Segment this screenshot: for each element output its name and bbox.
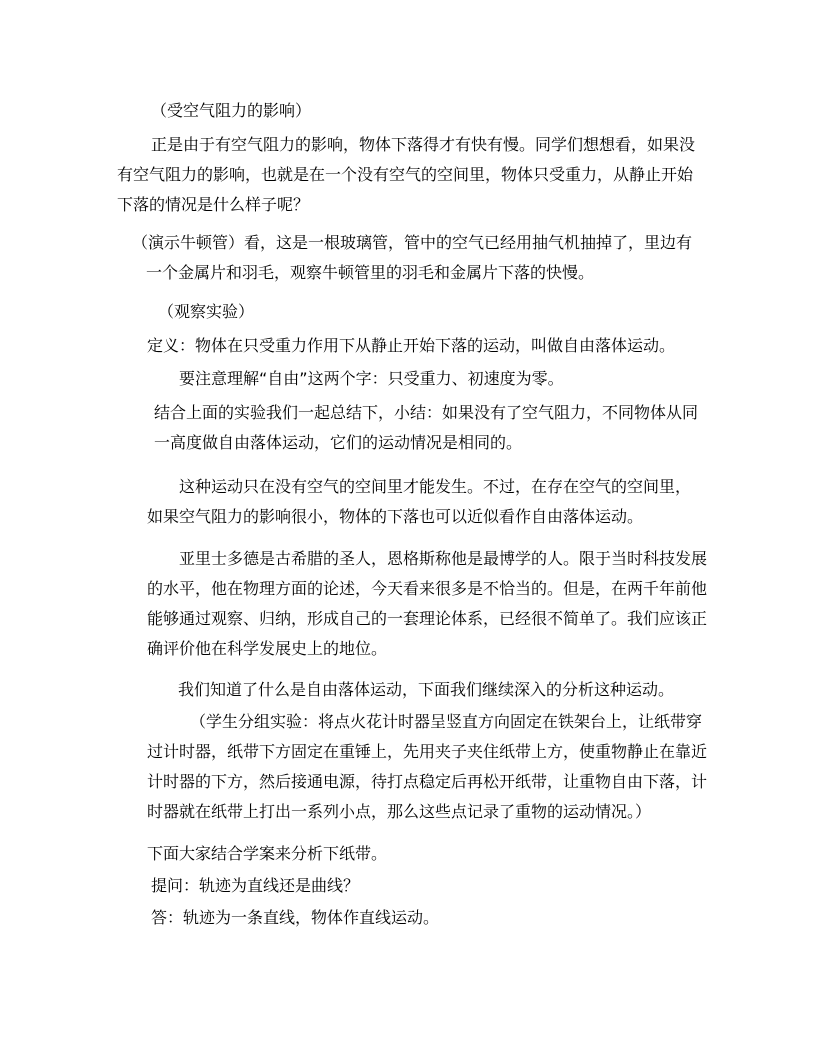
paragraph-answer: 答：轨迹为一条直线，物体作直线运动。 [151, 908, 440, 927]
paragraph-summary: 结合上面的实验我们一起总结下，小结：如果没有了空气阻力，不同物体从同一高度做自由落体运动，它们的运动情况是相同的。 [154, 403, 699, 452]
paragraph-newton-tube-demo: （演示牛顿管）看，这是一根玻璃管，管中的空气已经用抽气机抽掉了，里边有一个金属片和羽毛，观察牛顿管里的羽毛和金属片下落的快慢。 [132, 233, 693, 282]
paragraph-question: 提问：轨迹为直线还是曲线？ [151, 876, 360, 895]
paragraph-further-analysis: 我们知道了什么是自由落体运动，下面我们继续深入的分析这种运动。 [178, 680, 675, 699]
paragraph-air-resistance-question: 正是由于有空气阻力的影响，物体下落得才有快有慢。同学们想想看，如果没有空气阻力的影响，也就是在一个没有空气的空间里，物体只受重力，从静止开始下落的情况是什么样子呢？ [117, 135, 696, 214]
paragraph-approximation: 这种运动只在没有空气的空间里才能发生。不过，在存在空气的空间里，如果空气阻力的影响很小，物体的下落也可以近似看作自由落体运动。 [147, 477, 692, 526]
paragraph-observe-experiment: （观察实验） [158, 302, 255, 321]
paragraph-group-experiment: （学生分组实验：将点火花计时器呈竖直方向固定在铁架台上，让纸带穿过计时器，纸带下方固定在重锤上，先用夹子夹住纸带上方，使重物静止在靠近计时器的下方，然后接通电源，待打点稳定后再松开纸带，让重物自由下落，计时器就在纸带上打出一系列小点，那么这些点记录了重物的运动情况。） [147, 712, 708, 821]
paragraph-air-resistance-heading: （受空气阻力的影响） [151, 101, 312, 120]
paragraph-tape-analysis: 下面大家结合学案来分析下纸带。 [147, 844, 388, 863]
paragraph-definition: 定义：物体在只受重力作用下从静止开始下落的运动，叫做自由落体运动。 [147, 336, 676, 355]
paragraph-aristotle: 亚里士多德是古希腊的圣人，恩格斯称他是最博学的人。限于当时科技发展的水平，他在物理方面的论述，今天看来很多是不恰当的。但是，在两千年前他能够通过观察、归纳，形成自己的一套理论体系，已经很不简单了。我们应该正确评价他在科学发展史上的地位。 [147, 549, 708, 658]
paragraph-free-meaning: 要注意理解“自由”这两个字：只受重力、初速度为零。 [179, 369, 564, 388]
